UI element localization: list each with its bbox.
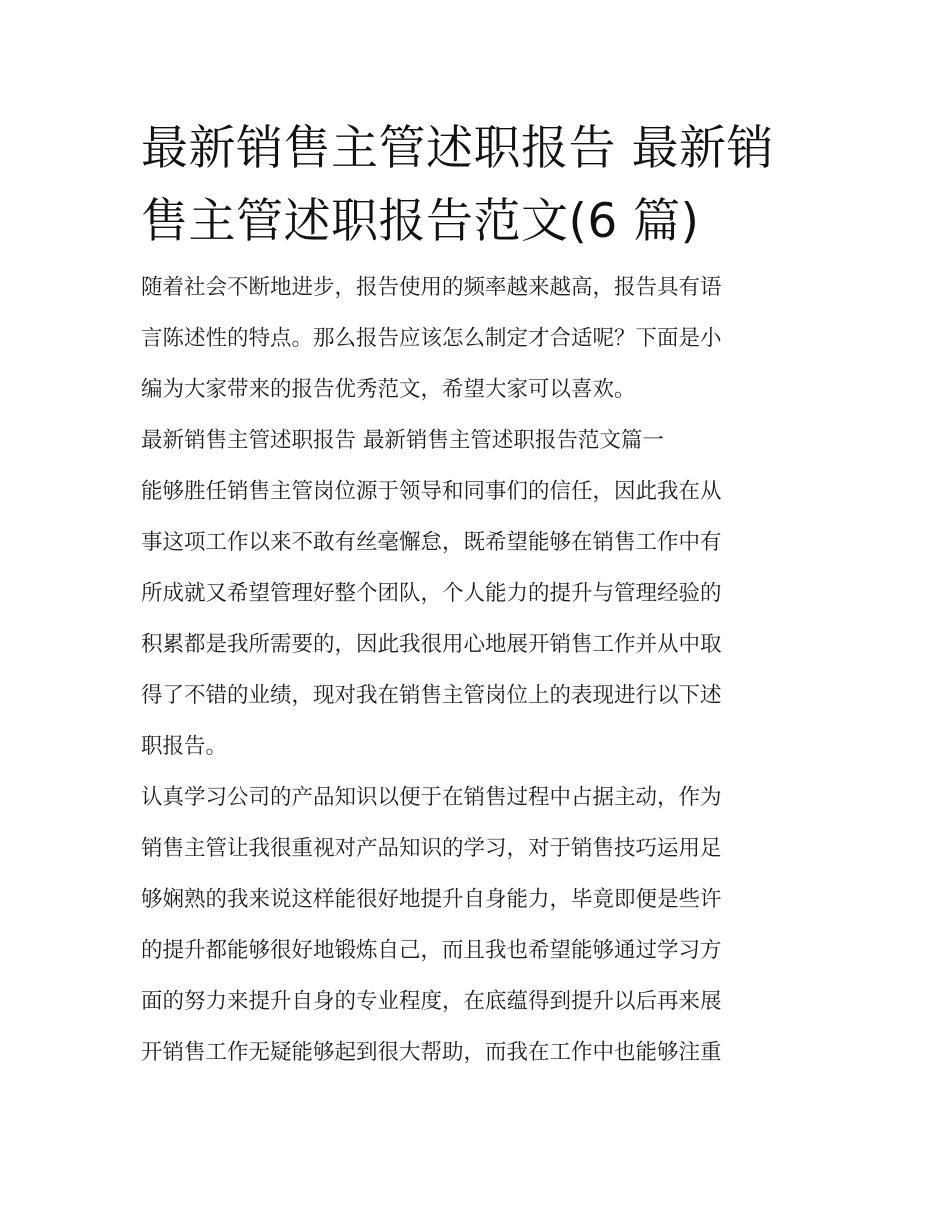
title-line: 最新销售主管述职报告 最新销	[141, 121, 774, 176]
paragraph-line: 言陈述性的特点。那么报告应该怎么制定才合适呢？下面是小	[141, 326, 722, 351]
paragraph-line: 事这项工作以来不敢有丝毫懈怠，既希望能够在销售工作中有	[141, 530, 722, 555]
section-heading	[141, 415, 813, 466]
paragraph-line: 编为大家带来的报告优秀范文，希望大家可以喜欢。	[141, 377, 636, 402]
paragraph-line: 销售主管让我很重视对产品知识的学习，对于销售技巧运用足	[141, 836, 722, 861]
paragraph-line: 开销售工作无疑能够起到很大帮助，而我在工作中也能够注重	[141, 1040, 722, 1065]
paragraph-line: 面的努力来提升自身的专业程度，在底蕴得到提升以后再来展	[141, 989, 722, 1014]
paragraph-line: 能够胜任销售主管岗位源于领导和同事们的信任，因此我在从	[141, 479, 722, 504]
intro-paragraph	[141, 262, 813, 415]
paragraph-line: 所成就又希望管理好整个团队，个人能力的提升与管理经验的	[141, 581, 722, 606]
title-line: 售主管述职报告范文(6 篇)	[141, 194, 700, 249]
body-paragraph	[141, 772, 813, 1078]
paragraph-line: 认真学习公司的产品知识以便于在销售过程中占据主动，作为	[141, 785, 722, 810]
paragraph-line: 的提升都能够很好地锻炼自己，而且我也希望能够通过学习方	[141, 938, 722, 963]
paragraph-line: 够娴熟的我来说这样能很好地提升自身能力，毕竟即便是些许	[141, 887, 722, 912]
paragraph-line: 职报告。	[141, 734, 228, 759]
section-heading-text: 最新销售主管述职报告 最新销售主管述职报告范文篇一	[141, 428, 664, 453]
document-title	[141, 112, 813, 258]
paragraph-line: 随着社会不断地进步，报告使用的频率越来越高，报告具有语	[141, 275, 722, 300]
paragraph-line: 积累都是我所需要的，因此我很用心地展开销售工作并从中取	[141, 632, 722, 657]
paragraph-line: 得了不错的业绩，现对我在销售主管岗位上的表现进行以下述	[141, 683, 722, 708]
body-paragraph	[141, 466, 813, 772]
document-body	[141, 112, 813, 1078]
